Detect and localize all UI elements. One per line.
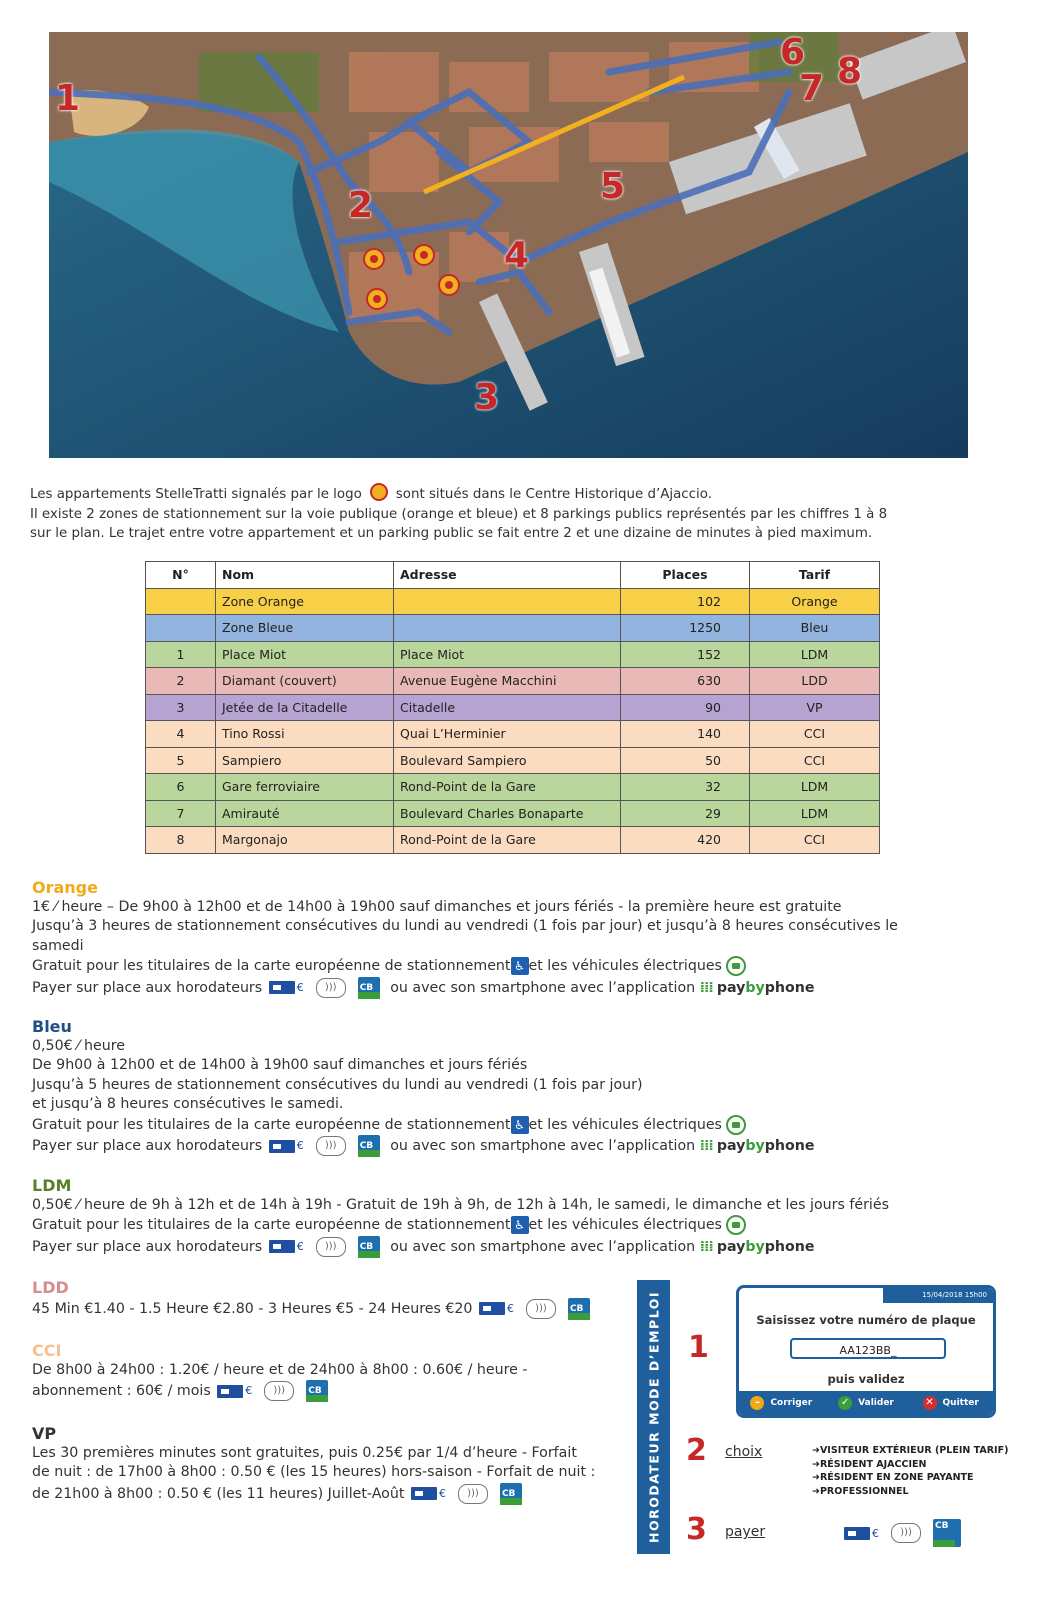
cell-tarif: VP xyxy=(750,694,880,721)
vp-line2: de nuit : de 17h00 à 8h00 : 0.50 € (les 15 heures) hors-saison - Forfait de nuit : xyxy=(32,1464,596,1480)
ldd-line1: 45 Min €1.40 - 1.5 Heure €2.80 - 3 Heures €5 - 24 Heures €20 xyxy=(32,1300,473,1317)
screen-validate-text: puis validez xyxy=(827,1372,905,1386)
cell-places: 1250 xyxy=(621,615,750,642)
contactless-icon: ))) xyxy=(526,1299,556,1319)
bleu-title: Bleu xyxy=(32,1017,72,1036)
orange-line3: samedi xyxy=(32,937,84,954)
cell-adresse: Rond-Point de la Gare xyxy=(394,774,621,801)
cell-places: 50 xyxy=(621,747,750,774)
header-nom: Nom xyxy=(216,562,394,589)
cb-card-icon xyxy=(568,1298,590,1320)
cci-line2: abonnement : 60€ / mois xyxy=(32,1383,211,1399)
coin-icon: € xyxy=(438,1486,446,1500)
card-icon xyxy=(479,1302,505,1315)
table-row xyxy=(146,615,880,642)
vp-title: VP xyxy=(32,1424,57,1443)
map-marker-2: 2 xyxy=(348,185,374,226)
ldm-line1: 0,50€ ⁄ heure de 9h à 12h et de 14h à 19h - Gratuit de 19h à 9h, de 12h à 14h, le samedi, le dimanche et les jours fériés xyxy=(32,1196,889,1213)
cell-adresse: Boulevard Charles Bonaparte xyxy=(394,800,621,827)
intro-text xyxy=(30,483,1020,544)
table-row xyxy=(146,641,880,668)
cell-num: 4 xyxy=(146,721,216,748)
stelletratti-logo-icon xyxy=(366,288,388,310)
bleu-free-text: Gratuit pour les titulaires de la carte européenne de stationnement xyxy=(32,1116,511,1133)
electric-car-icon xyxy=(726,956,746,976)
payer-link[interactable]: payer xyxy=(725,1524,766,1540)
cell-nom: Zone Bleue xyxy=(216,615,394,642)
electric-car-icon xyxy=(726,1115,746,1135)
cell-adresse xyxy=(394,615,621,642)
ldm-title: LDM xyxy=(32,1176,72,1195)
table-row xyxy=(146,774,880,801)
intro-line3: sur le plan. Le trajet entre votre appartement et un parking public se fait entre 2 et une dizaine de minutes à pied maximum. xyxy=(30,526,873,541)
orange-title: Orange xyxy=(32,878,98,897)
paybyphone-logo: paybyphone xyxy=(716,1238,815,1255)
paybyphone-logo-icon: ⁞⁞⁞ xyxy=(699,1138,713,1154)
header-places: Places xyxy=(621,562,750,589)
section-ldd xyxy=(32,1278,622,1320)
table-row xyxy=(146,668,880,695)
bleu-line3: Jusqu’à 5 heures de stationnement consécutives du lundi au vendredi (1 fois par jour) xyxy=(32,1076,643,1093)
cb-card-icon xyxy=(358,1236,380,1258)
map-marker-5: 5 xyxy=(600,166,626,207)
cell-adresse: Quai L’Herminier xyxy=(394,721,621,748)
bleu-pay-text: Payer sur place aux horodateurs xyxy=(32,1138,263,1154)
choice-item: ➜RÉSIDENT AJACCIEN xyxy=(812,1458,927,1470)
paybyphone-logo-icon: ⁞⁞⁞ xyxy=(699,1238,713,1255)
bleu-app-text: ou avec son smartphone avec l’application xyxy=(390,1138,696,1154)
stelletratti-logo-icon xyxy=(363,248,385,270)
paybyphone-logo: paybyphone xyxy=(716,1138,815,1154)
cell-num: 3 xyxy=(146,694,216,721)
cell-tarif: Bleu xyxy=(750,615,880,642)
table-row xyxy=(146,588,880,615)
coin-icon: € xyxy=(296,980,304,994)
choice-item: ➜VISITEUR EXTÉRIEUR (PLEIN TARIF) xyxy=(812,1445,1009,1456)
cell-adresse: Place Miot xyxy=(394,641,621,668)
cell-places: 630 xyxy=(621,668,750,695)
coin-icon: € xyxy=(296,1239,304,1253)
cell-adresse: Boulevard Sampiero xyxy=(394,747,621,774)
orange-line1: 1€ ⁄ heure – De 9h00 à 12h00 et de 14h00 à 19h00 sauf dimanches et jours fériés - la première heure est gratuite xyxy=(32,898,842,915)
cell-places: 152 xyxy=(621,641,750,668)
card-icon xyxy=(844,1527,870,1540)
map-marker-1: 1 xyxy=(55,78,81,119)
section-orange xyxy=(32,878,992,999)
cci-line1: De 8h00 à 24h00 : 1.20€ / heure et de 24h00 à 8h00 : 0.60€ / heure - xyxy=(32,1361,528,1378)
vp-line1: Les 30 premières minutes sont gratuites, puis 0.25€ par 1/4 d’heure - Forfait xyxy=(32,1444,577,1461)
cell-nom: Place Miot xyxy=(216,641,394,668)
intro-line2: Il existe 2 zones de stationnement sur la voie publique (orange et bleue) et 8 parkings publics représentés par les chiffres 1 à 8 xyxy=(30,506,888,522)
cell-num: 2 xyxy=(146,668,216,695)
table-header-row xyxy=(146,562,880,589)
valider-button[interactable]: ✓ Valider xyxy=(824,1391,909,1415)
coin-icon: € xyxy=(245,1384,253,1398)
intro-line1a: Les appartements StelleTratti signalés par le logo xyxy=(30,487,362,502)
section-bleu xyxy=(32,1017,992,1157)
bleu-line1: 0,50€ ⁄ heure xyxy=(32,1037,125,1054)
intro-line1b: sont situés dans le Centre Historique d’Ajaccio. xyxy=(395,487,712,502)
minus-icon: – xyxy=(750,1396,764,1410)
choice-item: ➜PROFESSIONNEL xyxy=(812,1485,909,1497)
orange-pay-text: Payer sur place aux horodateurs xyxy=(32,979,263,996)
table-row xyxy=(146,827,880,854)
cell-nom: Tino Rossi xyxy=(216,721,394,748)
bleu-line2: De 9h00 à 12h00 et de 14h00 à 19h00 sauf dimanches et jours fériés xyxy=(32,1057,528,1073)
step-3-number: 3 xyxy=(686,1512,707,1547)
ldm-electric-text: et les véhicules électriques xyxy=(528,1217,722,1233)
stelletratti-logo-icon xyxy=(413,244,435,266)
contactless-icon: ))) xyxy=(316,1237,346,1257)
header-adresse: Adresse xyxy=(394,562,621,589)
screen-prompt: Saisissez votre numéro de plaque xyxy=(756,1313,976,1327)
card-icon xyxy=(217,1385,243,1398)
screen-buttons xyxy=(739,1391,993,1415)
cell-num xyxy=(146,615,216,642)
cell-nom: Jetée de la Citadelle xyxy=(216,694,394,721)
quitter-button[interactable]: ✕ Quitter xyxy=(908,1391,993,1415)
card-icon xyxy=(269,981,295,994)
ldm-app-text: ou avec son smartphone avec l’application xyxy=(390,1238,696,1255)
cell-nom: Zone Orange xyxy=(216,588,394,615)
plate-input[interactable]: AA123BB_ xyxy=(790,1338,946,1359)
bleu-electric-text: et les véhicules électriques xyxy=(528,1116,722,1133)
cell-tarif: LDM xyxy=(750,641,880,668)
cell-num: 8 xyxy=(146,827,216,854)
stelletratti-logo-icon xyxy=(438,274,460,296)
contactless-icon: ))) xyxy=(264,1381,294,1401)
cell-tarif: Orange xyxy=(750,588,880,615)
coin-icon: € xyxy=(872,1526,879,1540)
cell-adresse: Citadelle xyxy=(394,694,621,721)
cell-num xyxy=(146,588,216,615)
cell-nom: Margonajo xyxy=(216,827,394,854)
orange-app-text: ou avec son smartphone avec l’application xyxy=(390,979,696,996)
cell-places: 90 xyxy=(621,694,750,721)
cell-adresse: Avenue Eugène Macchini xyxy=(394,668,621,695)
cb-card-icon xyxy=(358,1135,380,1157)
horodateur-band xyxy=(637,1280,670,1554)
choix-link[interactable]: choix xyxy=(725,1444,763,1460)
paybyphone-logo-icon: ⁞⁞⁞ xyxy=(699,979,713,996)
ldm-pay-text: Payer sur place aux horodateurs xyxy=(32,1238,263,1255)
cb-card-icon xyxy=(306,1380,328,1402)
map-marker-4: 4 xyxy=(504,235,530,276)
table-row xyxy=(146,721,880,748)
cell-tarif: LDM xyxy=(750,774,880,801)
corriger-button[interactable]: – Corriger xyxy=(739,1391,824,1415)
handicap-icon: ♿ xyxy=(511,957,529,975)
cell-tarif: CCI xyxy=(750,827,880,854)
orange-line2: Jusqu’à 3 heures de stationnement consécutives du lundi au vendredi (1 fois par jour) et jusqu’à 8 heures consécutives le xyxy=(32,918,898,934)
section-ldm xyxy=(32,1176,1022,1258)
close-icon: ✕ xyxy=(923,1396,937,1410)
cell-num: 5 xyxy=(146,747,216,774)
ldd-title: LDD xyxy=(32,1278,69,1297)
cb-card-icon xyxy=(500,1483,522,1505)
coin-icon: € xyxy=(296,1139,304,1153)
cb-card-icon xyxy=(358,977,380,999)
horodateur-screen xyxy=(736,1285,996,1418)
cell-places: 420 xyxy=(621,827,750,854)
map-marker-6: 6 xyxy=(780,32,806,73)
cell-places: 29 xyxy=(621,800,750,827)
coin-icon: € xyxy=(506,1301,514,1315)
map-marker-7: 7 xyxy=(799,68,825,109)
cell-nom: Amirauté xyxy=(216,800,394,827)
section-cci xyxy=(32,1341,622,1402)
map-marker-8: 8 xyxy=(837,51,863,92)
ldm-free-text: Gratuit pour les titulaires de la carte européenne de stationnement xyxy=(32,1217,511,1233)
contactless-icon: ))) xyxy=(316,1136,346,1156)
horodateur-title: HORODATEUR MODE D’EMPLOI xyxy=(646,1290,661,1544)
cell-nom: Gare ferroviaire xyxy=(216,774,394,801)
paybyphone-logo: paybyphone xyxy=(716,979,815,996)
cell-adresse xyxy=(394,588,621,615)
payer-icons xyxy=(842,1519,967,1547)
check-icon: ✓ xyxy=(838,1396,852,1410)
cell-places: 32 xyxy=(621,774,750,801)
choices-list xyxy=(812,1444,1008,1498)
section-vp xyxy=(32,1424,632,1505)
contactless-icon: ))) xyxy=(316,978,346,998)
table-row xyxy=(146,800,880,827)
card-icon xyxy=(269,1240,295,1253)
orange-free-text: Gratuit pour les titulaires de la carte européenne de stationnement xyxy=(32,958,511,974)
cell-num: 1 xyxy=(146,641,216,668)
cell-tarif: LDD xyxy=(750,668,880,695)
vp-line3: de 21h00 à 8h00 : 0.50 € (les 11 heures) Juillet-Août xyxy=(32,1485,405,1502)
card-icon xyxy=(411,1487,437,1500)
cell-num: 6 xyxy=(146,774,216,801)
map-marker-3: 3 xyxy=(474,377,500,418)
cci-title: CCI xyxy=(32,1341,62,1360)
cell-nom: Diamant (couvert) xyxy=(216,668,394,695)
cell-tarif: CCI xyxy=(750,721,880,748)
aerial-map xyxy=(49,32,968,458)
cell-adresse: Rond-Point de la Gare xyxy=(394,827,621,854)
table-row xyxy=(146,694,880,721)
stelletratti-logo-icon xyxy=(370,483,388,501)
screen-date: 15/04/2018 15h00 xyxy=(883,1288,993,1303)
cell-places: 102 xyxy=(621,588,750,615)
choice-item: ➜RÉSIDENT EN ZONE PAYANTE xyxy=(812,1472,974,1483)
step-1-number: 1 xyxy=(688,1330,709,1365)
cell-tarif: LDM xyxy=(750,800,880,827)
handicap-icon: ♿ xyxy=(511,1116,529,1134)
handicap-icon: ♿ xyxy=(511,1216,529,1234)
card-icon xyxy=(269,1140,295,1153)
cell-places: 140 xyxy=(621,721,750,748)
table-row xyxy=(146,747,880,774)
contactless-icon: ))) xyxy=(458,1484,488,1504)
bleu-line4: et jusqu’à 8 heures consécutives le samedi. xyxy=(32,1096,344,1112)
cell-num: 7 xyxy=(146,800,216,827)
step-2-number: 2 xyxy=(686,1433,707,1468)
electric-car-icon xyxy=(726,1215,746,1235)
contactless-icon: ))) xyxy=(891,1523,921,1543)
cell-tarif: CCI xyxy=(750,747,880,774)
header-num: N° xyxy=(146,562,216,589)
cb-card-icon xyxy=(933,1519,961,1547)
header-tarif: Tarif xyxy=(750,562,880,589)
cell-nom: Sampiero xyxy=(216,747,394,774)
parking-table xyxy=(145,561,880,854)
orange-electric-text: et les véhicules électriques xyxy=(528,958,722,974)
